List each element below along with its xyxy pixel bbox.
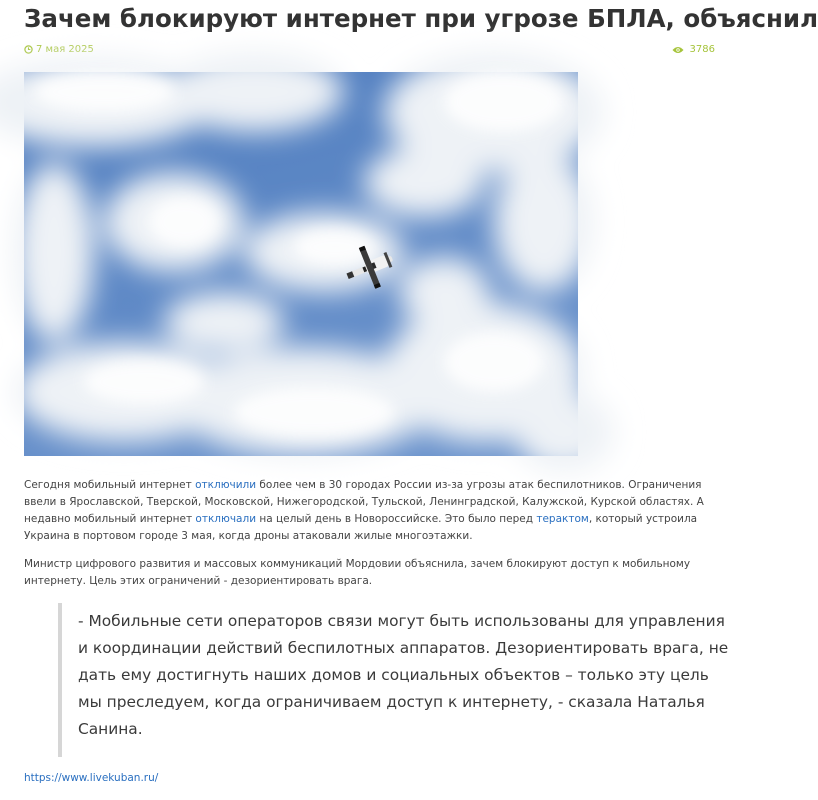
- paragraph-text: Сегодня мобильный интернет: [24, 479, 196, 491]
- link-otklyuchali[interactable]: отключали: [195, 513, 257, 525]
- paragraph-text: на целый день в Новороссийске. Это было перед: [256, 513, 537, 525]
- publish-date-text: 7 мая 2025: [36, 44, 94, 55]
- article-title: Зачем блокируют интернет при угрозе БПЛА, объяснил: [24, 4, 818, 33]
- source-link[interactable]: https://www.livekuban.ru/: [24, 772, 159, 784]
- link-otklyuchili[interactable]: отключили: [195, 479, 257, 491]
- eye-icon: [672, 46, 684, 54]
- view-counter: [672, 44, 715, 55]
- paragraph-text: , который устроила Украина в портовом городе 3 мая, когда дроны атаковали жилые многоэтажки.: [24, 513, 698, 542]
- view-count-text: 3786: [689, 44, 715, 55]
- publish-date: [24, 44, 94, 55]
- article-paragraph-1: [24, 477, 724, 545]
- minister-quote: - Мобильные сети операторов связи могут быть использованы для управления и координации действий беспилотных аппаратов. Дезориентировать врага, не дать ему достигнуть наших домов и социальных объектов – только эту цель мы преследуем, когда ограничиваем доступ к интернету, - сказала Наталья Санина.: [58, 603, 730, 757]
- clock-icon: [24, 45, 33, 54]
- paragraph-text: более чем в 30 городах России из-за угрозы атак беспилотников. Ограничения ввели в Ярославской, Тверской, Московской, Нижегородской, Тульской, Ленинградской, Калужской, Курской областях. А недавно мобильный интернет: [24, 479, 704, 525]
- article-paragraph-2: Министр цифрового развития и массовых коммуникаций Мордовии объяснила, зачем блокируют доступ к мобильному интернету. Цель этих ограничений - дезориентировать врага.: [24, 558, 691, 587]
- article-photo: [24, 72, 578, 456]
- link-teraktom[interactable]: терактом: [536, 513, 589, 525]
- sky-airplane-image: [24, 72, 578, 456]
